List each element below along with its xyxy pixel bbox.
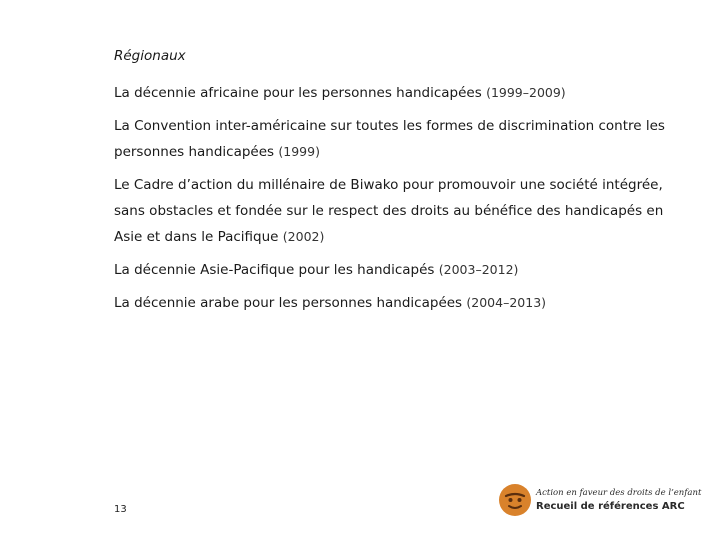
- item-text: La décennie africaine pour les personnes handicapées: [114, 85, 487, 101]
- list-item: [114, 113, 684, 165]
- logo-tagline: Action en faveur des droits de l’enfant: [536, 488, 702, 498]
- item-text: La décennie arabe pour les personnes handicapées: [114, 295, 467, 311]
- arc-logo-text: [536, 487, 701, 513]
- page-number: 13: [114, 504, 127, 515]
- arc-logo: [498, 480, 702, 520]
- list-item: [114, 290, 684, 316]
- item-text: La Convention inter-américaine sur toutes les formes de discrimination contre les personnes handicapées: [114, 118, 665, 160]
- logo-title: Recueil de références ARC: [536, 501, 685, 512]
- item-text: Le Cadre d’action du millénaire de Biwako pour promouvoir une société intégrée, sans obstacles et fondée sur le respect des droits au bénéfice des handicapés en Asie et dans le Pacifique: [114, 177, 664, 245]
- content-area: [114, 46, 684, 323]
- arc-logo-icon: [498, 483, 532, 517]
- item-year: (2003–2012): [438, 262, 519, 277]
- item-year: (1999–2009): [486, 85, 566, 100]
- item-year: (1999): [278, 144, 320, 159]
- section-heading: Régionaux: [114, 48, 186, 64]
- list-item: [114, 80, 684, 106]
- list-item: [114, 257, 684, 283]
- item-text: La décennie Asie-Pacifique pour les handicapés: [114, 262, 439, 278]
- list-item: [114, 172, 684, 250]
- item-year: (2004–2013): [466, 295, 547, 310]
- item-year: (2002): [282, 229, 325, 244]
